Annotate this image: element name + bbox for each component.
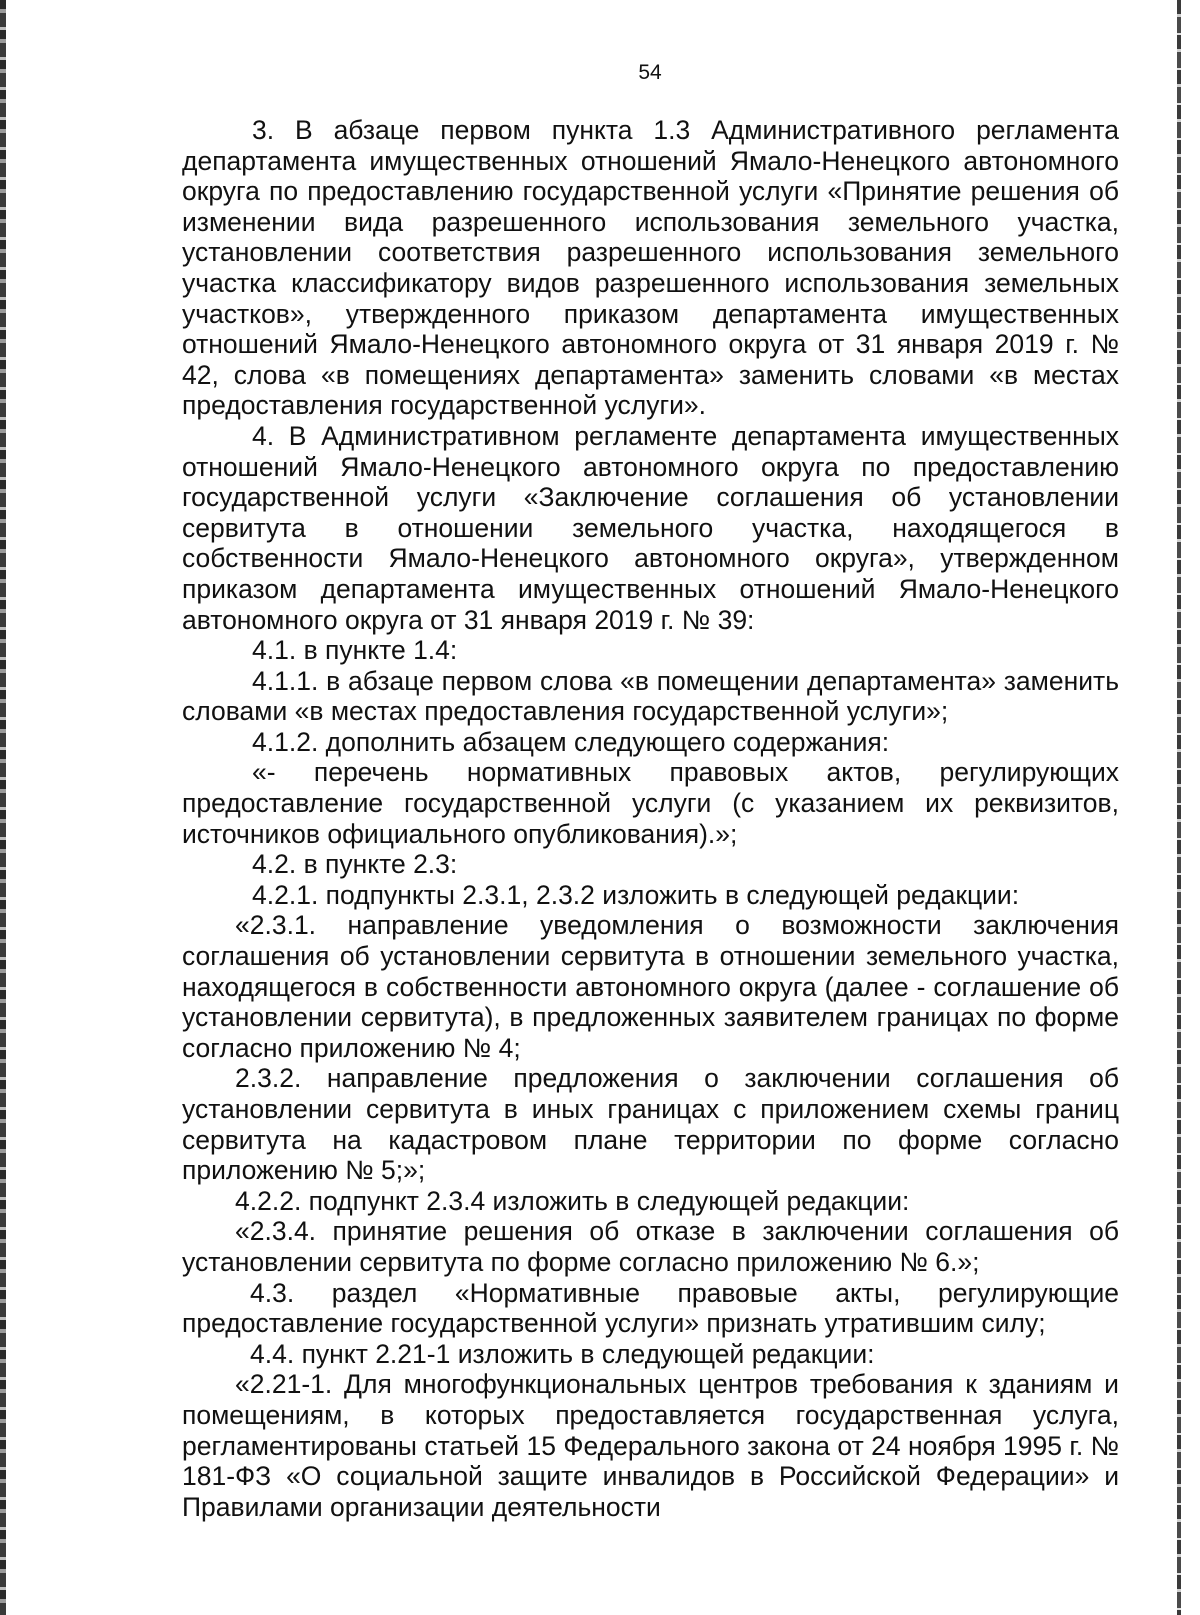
paragraph-item-4: 4. В Административном регламенте департамента имущественных отношений Ямало-Ненецкого автономного округа по предоставлению государственной услуги «Заключение соглашения об установлении сервитута в отношении земельного участка, находящегося в собственности Ямало-Ненецкого автономного округа», утвержденном приказом департамента имущественных отношений Ямало-Ненецкого автономного округа от 31 января 2019 г. № 39: (182, 420, 1119, 635)
page-number: 54 (638, 61, 662, 84)
paragraph-4-2: 4.2. в пункте 2.3: (252, 849, 458, 880)
paragraph-2-3-1: «2.3.1. направление уведомления о возможности заключения соглашения об установлении сервитута в отношении земельного участка, находящегося в собственности автономного округа (далее - соглашение об установлении сервитута), в предложенных заявителем границах по форме согласно приложению № 4; (182, 910, 1119, 1063)
scan-edge-right (1177, 0, 1181, 1615)
paragraph-item-3: 3. В абзаце первом пункта 1.3 Административного регламента департамента имущественных отношений Ямало-Ненецкого автономного округа по предоставлению государственной услуги «Принятие решения об изменении вида разрешенного использования земельного участка, установлении соответствия разрешенного использования земельного участка классификатору видов разрешенного использования земельных участков», утвержденного приказом департамента имущественных отношений Ямало-Ненецкого автономного округа от 31 января 2019 г. № 42, слова «в помещениях департамента» заменить словами «в местах предоставления государственной услуги». (182, 115, 1119, 421)
paragraph-4-3: 4.3. раздел «Нормативные правовые акты, регулирующие предоставление государственной услуги» признать утратившим силу; (182, 1277, 1119, 1339)
paragraph-4-1-2: 4.1.2. дополнить абзацем следующего содержания: (252, 726, 890, 757)
paragraph-4-2-1: 4.2.1. подпункты 2.3.1, 2.3.2 изложить в следующей редакции: (252, 879, 1020, 910)
paragraph-2-3-4: «2.3.4. принятие решения об отказе в заключении соглашения об установлении сервитута по форме согласно приложению № 6.»; (182, 1216, 1119, 1277)
paragraph-2-3-2: 2.3.2. направление предложения о заключении соглашения об установлении сервитута в иных границах с приложением схемы границ сервитута на кадастровом плане территории по форме согласно приложению № 5;»; (182, 1063, 1119, 1186)
paragraph-4-4: 4.4. пункт 2.21-1 изложить в следующей редакции: (250, 1338, 875, 1369)
document-body (182, 115, 1119, 1522)
scan-edge-left (0, 0, 6, 1615)
paragraph-2-21-1: «2.21-1. Для многофункциональных центров требования к зданиям и помещениям, в которых предоставляется государственная услуга, регламентированы статьей 15 Федерального закона от 24 ноября 1995 г. № 181-ФЗ «О социальной защите инвалидов в Российской Федерации» и Правилами организации деятельности (182, 1369, 1119, 1522)
paragraph-quoted-list: «- перечень нормативных правовых актов, регулирующих предоставление государственной услуги (с указанием их реквизитов, источников официального опубликования).»; (182, 757, 1119, 849)
paragraph-4-1: 4.1. в пункте 1.4: (252, 635, 458, 666)
paragraph-4-1-1: 4.1.1. в абзаце первом слова «в помещении департамента» заменить словами «в местах предоставления государственной услуги»; (182, 665, 1119, 727)
paragraph-4-2-2: 4.2.2. подпункт 2.3.4 изложить в следующей редакции: (235, 1185, 910, 1216)
